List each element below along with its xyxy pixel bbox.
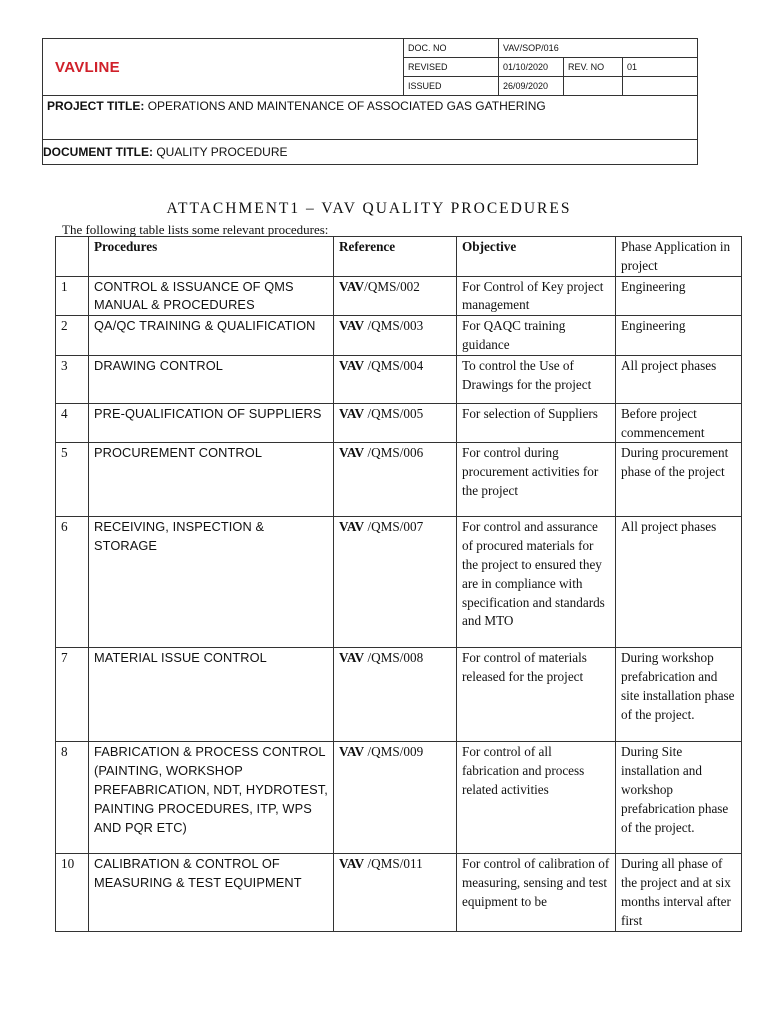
objective: For control during procurement activities for the project (457, 443, 616, 517)
objective: For control of materials released for the project (457, 648, 616, 742)
procedure-name: DRAWING CONTROL (89, 355, 334, 403)
reference-code: /QMS/011 (364, 856, 423, 872)
reference-code: /QMS/009 (364, 744, 424, 760)
reference-code: /QMS/003 (364, 318, 424, 334)
table-row (56, 648, 742, 742)
table-row (56, 316, 742, 356)
row-number: 8 (56, 742, 89, 854)
reference-prefix: VAV (339, 318, 365, 334)
rev-no-label: REV. NO (564, 58, 623, 77)
table-row (56, 276, 742, 316)
reference-prefix: VAV (339, 519, 365, 535)
issued-value: 26/09/2020 (499, 77, 564, 96)
phase-application: All project phases (616, 517, 742, 648)
phase-application: During procurement phase of the project (616, 443, 742, 517)
table-row (56, 403, 742, 443)
objective: For selection of Suppliers (457, 403, 616, 443)
reference-code: /QMS/006 (364, 445, 424, 461)
row-number: 6 (56, 517, 89, 648)
procedures-table (55, 236, 742, 932)
header-no (56, 237, 89, 277)
procedure-name: QA/QC TRAINING & QUALIFICATION (89, 316, 334, 356)
issued-label: ISSUED (404, 77, 499, 96)
document-title: QUALITY PROCEDURE (156, 145, 288, 159)
procedure-name: PRE-QUALIFICATION OF SUPPLIERS (89, 403, 334, 443)
objective: To control the Use of Drawings for the project (457, 355, 616, 403)
procedure-name: PROCUREMENT CONTROL (89, 443, 334, 517)
rev-no-value: 01 (623, 58, 698, 77)
table-row (56, 355, 742, 403)
phase-application: During workshop prefabrication and site installation phase of the project. (616, 648, 742, 742)
reference-prefix: VAV (339, 278, 365, 294)
issued-empty-cell-2 (623, 77, 698, 96)
phase-application: All project phases (616, 355, 742, 403)
reference (334, 403, 457, 443)
phase-application: During all phase of the project and at six months interval after first (616, 854, 742, 931)
procedure-name: MATERIAL ISSUE CONTROL (89, 648, 334, 742)
intro-text: The following table lists some relevant procedures: (62, 222, 329, 237)
reference (334, 648, 457, 742)
revised-label: REVISED (404, 58, 499, 77)
project-title-row (43, 96, 698, 140)
project-title: OPERATIONS AND MAINTENANCE OF ASSOCIATED GAS GATHERING (147, 99, 546, 113)
reference-code: /QMS/004 (364, 357, 424, 373)
reference (334, 276, 457, 316)
row-number: 5 (56, 443, 89, 517)
reference-code: /QMS/005 (364, 405, 424, 421)
procedure-name: CONTROL & ISSUANCE OF QMS MANUAL & PROCEDURES (89, 276, 334, 316)
table-header-row (56, 237, 742, 277)
table-row (56, 443, 742, 517)
objective: For control of all fabrication and process related activities (457, 742, 616, 854)
table-row (56, 517, 742, 648)
reference (334, 355, 457, 403)
row-number: 3 (56, 355, 89, 403)
document-title-label: DOCUMENT TITLE: (43, 145, 153, 159)
reference-prefix: VAV (339, 856, 365, 872)
row-number: 10 (56, 854, 89, 931)
document-title-row (43, 140, 698, 165)
reference (334, 854, 457, 931)
row-number: 2 (56, 316, 89, 356)
row-number: 4 (56, 403, 89, 443)
revised-value: 01/10/2020 (499, 58, 564, 77)
procedure-name: CALIBRATION & CONTROL OF MEASURING & TEST EQUIPMENT (89, 854, 334, 931)
row-number: 7 (56, 648, 89, 742)
doc-no-value: VAV/SOP/016 (499, 39, 698, 58)
objective: For control of calibration of measuring, sensing and test equipment to be (457, 854, 616, 931)
objective: For control and assurance of procured materials for the project to ensured they are in compliance with specification and standards and MTO (457, 517, 616, 648)
table-row (56, 854, 742, 931)
reference-code: /QMS/007 (364, 519, 424, 535)
table-row (56, 742, 742, 854)
row-number: 1 (56, 276, 89, 316)
procedure-name: RECEIVING, INSPECTION & STORAGE (89, 517, 334, 648)
header-reference: Reference (334, 237, 457, 277)
reference (334, 517, 457, 648)
reference-prefix: VAV (339, 357, 365, 373)
project-title-label: PROJECT TITLE: (47, 99, 145, 113)
reference-prefix: VAV (339, 445, 365, 461)
phase-application: Engineering (616, 316, 742, 356)
header-procedures: Procedures (89, 237, 334, 277)
header-objective: Objective (457, 237, 616, 277)
reference-prefix: VAV (339, 744, 365, 760)
company-logo-text: VAVLINE (43, 39, 404, 96)
reference-code: /QMS/008 (364, 650, 424, 666)
objective: For QAQC training guidance (457, 316, 616, 356)
reference-prefix: VAV (339, 650, 365, 666)
reference (334, 316, 457, 356)
reference (334, 742, 457, 854)
phase-application: Engineering (616, 276, 742, 316)
procedure-name: FABRICATION & PROCESS CONTROL (PAINTING, WORKSHOP PREFABRICATION, NDT, HYDROTEST, PAINTING PROCEDURES, ITP, WPS AND PQR ETC) (89, 742, 334, 854)
doc-no-label: DOC. NO (404, 39, 499, 58)
reference-prefix: VAV (339, 405, 365, 421)
header-phase: Phase Application in project (616, 237, 742, 277)
document-header (42, 38, 698, 165)
attachment-title: ATTACHMENT1 – VAV QUALITY PROCEDURES (166, 200, 572, 217)
issued-empty-cell (564, 77, 623, 96)
phase-application: Before project commencement (616, 403, 742, 443)
reference (334, 443, 457, 517)
objective: For Control of Key project management (457, 276, 616, 316)
phase-application: During Site installation and workshop prefabrication phase of the project. (616, 742, 742, 854)
reference-code: /QMS/002 (364, 278, 420, 294)
